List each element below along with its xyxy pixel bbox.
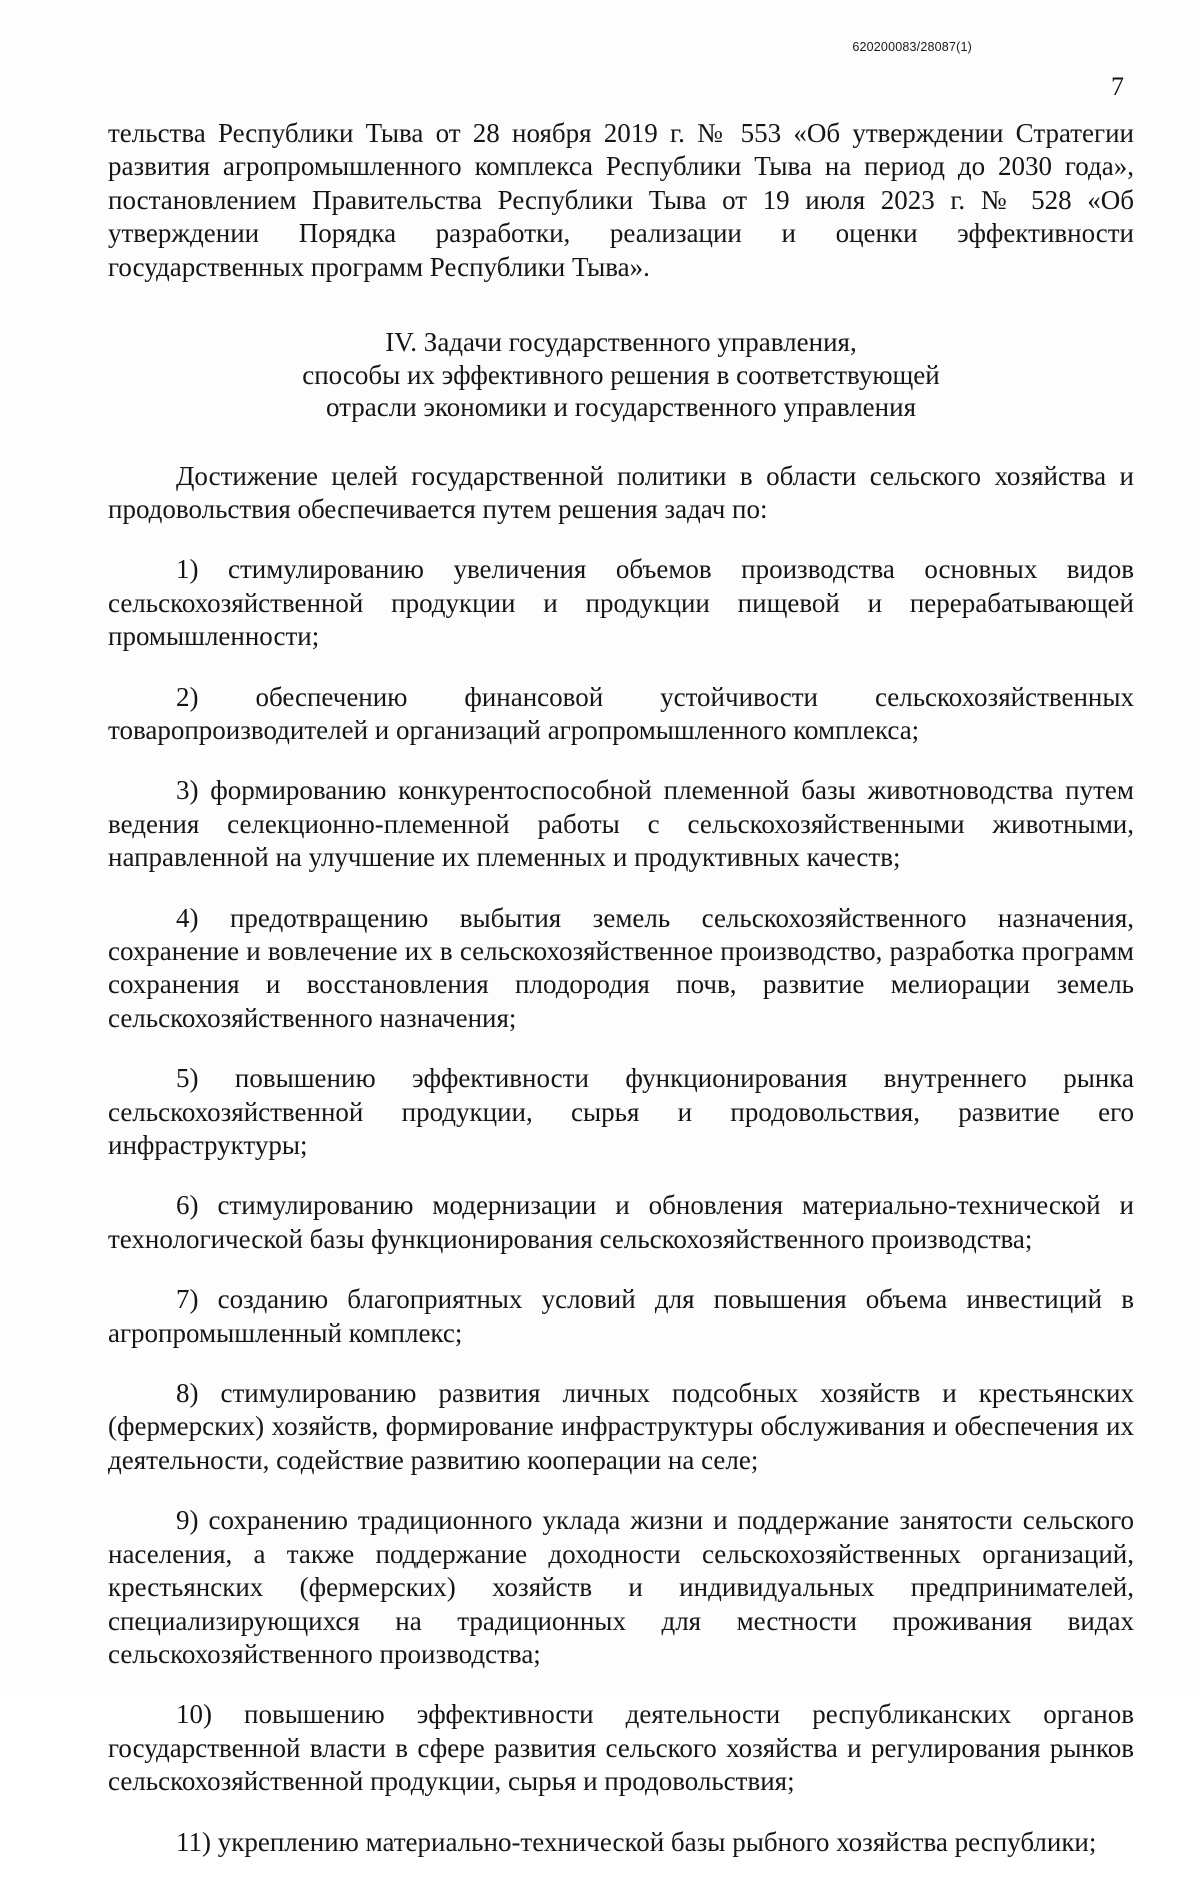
list-item: 1) стимулированию увеличения объемов производства основных видов сельскохозяйственной продукции и продукции пищевой и перерабатывающей промышленности; xyxy=(108,554,1134,652)
section-heading xyxy=(108,326,1134,424)
lead-paragraph: Достижение целей государственной политики в области сельского хозяйства и продовольствия обеспечивается путем решения задач по: xyxy=(108,460,1134,524)
list-item: 8) стимулированию развития личных подсобных хозяйств и крестьянских (фермерских) хозяйств, формирование инфраструктуры обслуживания и обеспечения их деятельности, содействие развитию кооперации на селе; xyxy=(108,1378,1134,1475)
list-item: 10) повышению эффективности деятельности республиканских органов государственной власти в сфере развития сельского хозяйства и регулирования рынков сельскохозяйственной продукции, сырья и продовольствия; xyxy=(108,1699,1134,1797)
list-item: 11) укреплению материально-технической базы рыбного хозяйства республики; xyxy=(176,1826,1097,1857)
list-item: 3) формированию конкурентоспособной племенной базы животноводства путем ведения селекционно-племенной работы с сельскохозяйственными животными, направленной на улучшение их племенных и продуктивных качеств; xyxy=(108,775,1134,873)
task-list xyxy=(108,553,1134,1859)
list-item: 6) стимулированию модернизации и обновления материально-технической и технологической базы функционирования сельскохозяйственного производства; xyxy=(108,1190,1134,1254)
list-item: 4) предотвращению выбытия земель сельскохозяйственного назначения, сохранение и вовлечение их в сельскохозяйственное производство, разработка программ сохранения и восстановления плодородия почв, развитие мелиорации земель сельскохозяйственного назначения; xyxy=(108,902,1134,1033)
document-number: 620200083/28087(1) xyxy=(852,40,972,54)
list-item: 2) обеспечению финансовой устойчивости сельскохозяйственных товаропроизводителей и организаций агропромышленного комплекса; xyxy=(108,681,1134,745)
page-body xyxy=(108,117,1134,1886)
list-item: 9) сохранению традиционного уклада жизни и поддержание занятости сельского населения, а также поддержание доходности сельскохозяйственных организаций, крестьянских (фермерских) хозяйств и индивидуальных предпринимателей, специализирующихся на традиционных для местности проживания видах сельскохозяйственного производства; xyxy=(108,1505,1134,1669)
list-item: 7) созданию благоприятных условий для повышения объема инвестиций в агропромышленный комплекс; xyxy=(108,1284,1134,1348)
section-heading-line: IV. Задачи государственного управления, xyxy=(385,327,857,358)
section-heading-line: отрасли экономики и государственного управления xyxy=(326,392,916,423)
page-number: 7 xyxy=(1111,72,1124,101)
list-item: 5) повышению эффективности функционирования внутреннего рынка сельскохозяйственной продукции, сырья и продовольствия, развитие его инфраструктуры; xyxy=(108,1063,1134,1161)
section-heading-line: способы их эффективного решения в соответствующей xyxy=(302,359,940,390)
intro-paragraph: тельства Республики Тыва от 28 ноября 2019 г. № 553 «Об утверждении Стратегии развития агропромышленного комплекса Республики Тыва на период до 2030 года», постановлением Правительства Республики Тыва от 19 июля 2023 г. № 528 «Об утверждении Порядка разработки, реализации и оценки эффективности государственных программ Республики Тыва». xyxy=(108,118,1134,282)
